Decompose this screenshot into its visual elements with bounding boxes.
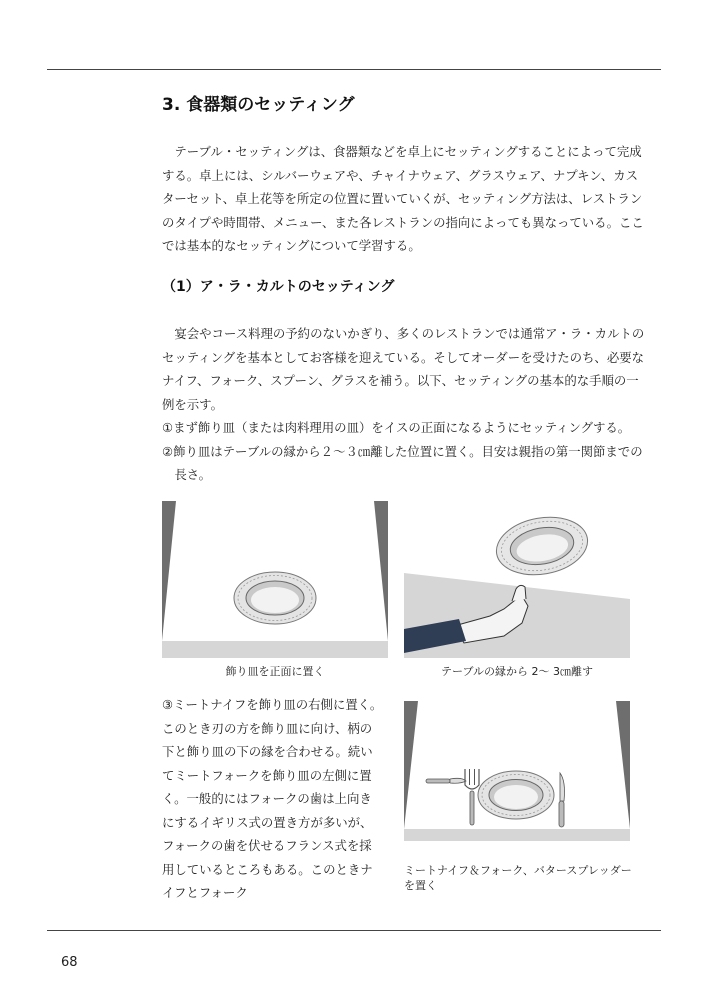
- step-1: ①まず飾り皿（または肉料理用の皿）をイスの正面になるようにセッティングする。: [162, 420, 631, 435]
- cutlery-setting-illustration: [404, 701, 630, 841]
- page-number: 68: [61, 955, 78, 970]
- figure-3-caption: ミートナイフ＆フォーク、バタースプレッダーを置く: [404, 864, 632, 892]
- thumb-measure-illustration: [404, 501, 630, 658]
- subsection-title: （1）ア・ラ・カルトのセッティング: [162, 279, 395, 295]
- intro-paragraph: [162, 140, 646, 258]
- section-title: 3. 食器類のセッティング: [162, 95, 355, 115]
- step-2: ②飾り皿はテーブルの縁から２～３㎝離した位置に置く。目安は親指の第一関節までの長さ。: [162, 443, 643, 482]
- figure-1-caption: 飾り皿を正面に置く: [225, 665, 325, 678]
- step-3: ③ミートナイフを飾り皿の右側に置く。このとき刃の方を飾り皿に向け、柄の下と飾り皿の下の縁を合わせる。続いてミートフォークを飾り皿の左側に置く。一般的にはフォークの歯は上向きにするイギリス式の置き方が多いが、フォークの歯を伏せるフランス式を採用しているところもある。このときナイフとフォーク: [162, 697, 383, 900]
- body-text: 宴会やコース料理の予約のないかぎり、多くのレストランでは通常ア・ラ・カルトのセッティングを基本としてお客様を迎えている。そしてオーダーを受けたのち、必要なナイフ、フォーク、スプーン、グラスを補う。以下、セッティングの基本的な手順の一例を示す。: [162, 326, 645, 412]
- intro-text: テーブル・セッティングは、食器類などを卓上にセッティングすることによって完成する。卓上には、シルバーウェアや、チャイナウェア、グラスウェア、ナプキン、カスターセット、卓上花等を所定の位置に置いていくが、セッティング方法は、レストランのタイプや時間帯、メニュー、また各レストランの指向によっても異なっている。ここでは基本的なセッティングについて学習する。: [162, 144, 644, 253]
- header-rule: [47, 69, 661, 70]
- figure-2-caption: テーブルの縁から 2～ 3㎝離す: [441, 665, 593, 678]
- footer-rule: [47, 930, 661, 931]
- body-paragraph-block: [162, 322, 646, 487]
- plate-center-illustration: [162, 501, 388, 658]
